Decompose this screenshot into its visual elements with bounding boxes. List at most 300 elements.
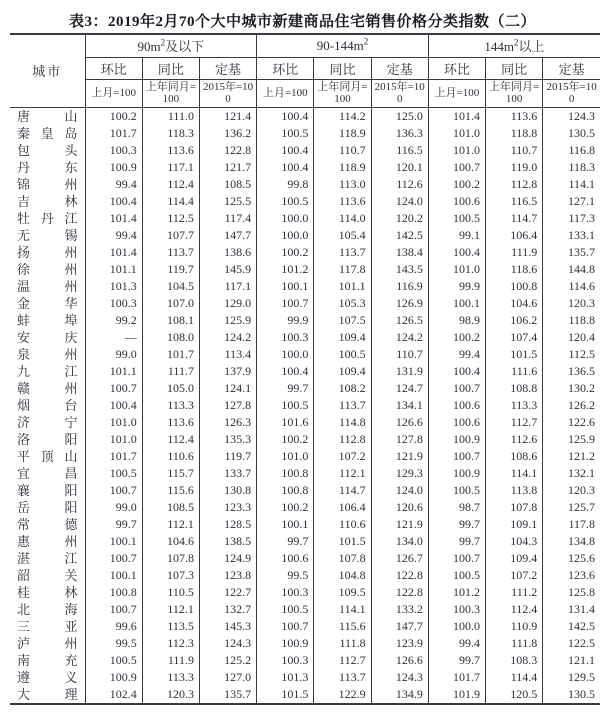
index-value: 117.1 [142, 159, 199, 176]
index-value: 113.6 [142, 414, 199, 431]
index-value: 99.0 [85, 346, 142, 363]
index-value: 125.9 [199, 312, 256, 329]
index-value: 143.5 [371, 261, 428, 278]
index-value: 112.8 [314, 431, 371, 448]
index-value: 101.5 [257, 686, 314, 704]
city-name: 南充 [10, 652, 85, 669]
header-mom: 环比 [85, 57, 142, 79]
index-value: 134.8 [543, 533, 600, 550]
index-value: 147.7 [199, 227, 256, 244]
index-value: 108.6 [486, 448, 543, 465]
index-value: 100.5 [428, 567, 485, 584]
index-value: 101.3 [85, 278, 142, 295]
table-header [10, 34, 600, 107]
index-value: 124.9 [199, 550, 256, 567]
index-value: 145.9 [199, 261, 256, 278]
header-base-2015: 2015年=100 [543, 79, 600, 107]
index-value: 114.1 [314, 601, 371, 618]
index-value: 101.1 [314, 278, 371, 295]
table-row [10, 227, 600, 244]
index-value: 100.3 [428, 601, 485, 618]
index-value: 101.0 [85, 414, 142, 431]
index-value: 114.0 [314, 210, 371, 227]
index-value: 134.0 [371, 533, 428, 550]
table-row [10, 210, 600, 227]
index-value: 114.4 [486, 669, 543, 686]
table-row [10, 125, 600, 142]
index-value: 113.6 [314, 193, 371, 210]
index-value: 137.9 [199, 363, 256, 380]
index-value: 99.7 [85, 516, 142, 533]
index-value: 99.4 [428, 346, 485, 363]
index-value: 100.7 [85, 550, 142, 567]
index-value: 118.9 [314, 159, 371, 176]
index-value: 112.4 [142, 431, 199, 448]
index-value: 98.9 [428, 312, 485, 329]
index-value: 124.7 [371, 380, 428, 397]
index-value: 99.7 [428, 652, 485, 669]
index-value: 100.7 [428, 550, 485, 567]
index-value: 112.7 [486, 414, 543, 431]
index-value: 105.3 [314, 295, 371, 312]
index-value: 100.7 [428, 159, 485, 176]
index-value: 106.2 [486, 312, 543, 329]
index-value: 101.5 [486, 346, 543, 363]
index-value: 100.1 [85, 533, 142, 550]
index-value: 99.7 [428, 516, 485, 533]
index-value: 107.0 [142, 295, 199, 312]
index-value: 100.6 [257, 550, 314, 567]
index-value: 101.0 [257, 448, 314, 465]
index-value: 126.7 [371, 550, 428, 567]
city-name: 北海 [10, 601, 85, 618]
index-value: 135.7 [199, 686, 256, 704]
index-value: 122.8 [371, 584, 428, 601]
city-name: 秦皇岛 [10, 125, 85, 142]
index-value: 104.6 [142, 533, 199, 550]
index-value: 104.8 [314, 567, 371, 584]
index-value: 99.5 [257, 567, 314, 584]
index-value: 136.2 [199, 125, 256, 142]
index-value: 104.3 [486, 533, 543, 550]
index-value: 99.4 [85, 176, 142, 193]
index-value: 122.6 [543, 414, 600, 431]
index-value: 99.0 [85, 499, 142, 516]
index-value: 113.0 [314, 176, 371, 193]
index-value: 120.5 [486, 686, 543, 704]
index-value: 100.7 [257, 618, 314, 635]
index-value: 112.6 [371, 176, 428, 193]
index-value: 107.5 [314, 312, 371, 329]
index-value: 99.7 [428, 533, 485, 550]
city-name: 蚌埠 [10, 312, 85, 329]
index-value: 113.4 [199, 346, 256, 363]
index-value: 126.3 [199, 414, 256, 431]
index-value: 100.7 [257, 295, 314, 312]
index-value: 100.2 [257, 499, 314, 516]
index-value: 136.5 [543, 363, 600, 380]
index-value: 114.2 [314, 107, 371, 125]
header-group-90-144: $90-144m^2$ [257, 34, 429, 57]
index-value: 100.9 [85, 669, 142, 686]
index-value: 100.0 [428, 618, 485, 635]
index-value: 100.5 [257, 601, 314, 618]
index-value: 98.7 [428, 499, 485, 516]
index-value: 101.2 [257, 261, 314, 278]
table-row [10, 244, 600, 261]
index-value: 117.1 [199, 278, 256, 295]
table-row [10, 295, 600, 312]
index-value: 121.9 [371, 448, 428, 465]
index-value: 101.0 [428, 142, 485, 159]
header-base-prev-month: 上月=100 [85, 79, 142, 107]
index-value: 122.8 [371, 567, 428, 584]
city-name: 无锡 [10, 227, 85, 244]
table-row [10, 567, 600, 584]
index-value: 100.2 [85, 107, 142, 125]
header-base-2015: 2015年=100 [199, 79, 256, 107]
index-value: 124.0 [371, 193, 428, 210]
index-value: 125.0 [371, 107, 428, 125]
index-value: 108.5 [199, 176, 256, 193]
header-group-row [10, 34, 600, 57]
index-value: 107.2 [486, 567, 543, 584]
index-value: 101.0 [85, 431, 142, 448]
header-fixed-base: 定基 [543, 57, 600, 79]
index-value: 142.5 [543, 618, 600, 635]
index-value: 113.7 [314, 397, 371, 414]
index-value: 99.4 [85, 227, 142, 244]
index-value: 120.3 [543, 295, 600, 312]
index-value: 107.8 [142, 550, 199, 567]
index-value: 124.1 [199, 380, 256, 397]
index-value: 100.5 [85, 652, 142, 669]
header-group-144-above: $144m^2$以上 [428, 34, 600, 57]
index-value: 138.4 [371, 244, 428, 261]
index-value: 100.4 [428, 244, 485, 261]
index-value: 121.2 [543, 448, 600, 465]
index-value: 133.1 [543, 227, 600, 244]
index-value: 144.8 [543, 261, 600, 278]
city-name: 湛江 [10, 550, 85, 567]
index-value: 101.2 [428, 584, 485, 601]
index-value: 99.6 [85, 618, 142, 635]
index-value: 100.6 [428, 414, 485, 431]
index-value: 116.5 [486, 193, 543, 210]
index-value: 106.4 [314, 499, 371, 516]
city-name: 常德 [10, 516, 85, 533]
index-value: 109.4 [314, 363, 371, 380]
index-value: 114.4 [142, 193, 199, 210]
index-value: 115.6 [142, 482, 199, 499]
index-value: 117.8 [543, 516, 600, 533]
index-value: 111.8 [486, 635, 543, 652]
index-value: 131.4 [543, 601, 600, 618]
index-value: 100.6 [428, 397, 485, 414]
index-value: 145.3 [199, 618, 256, 635]
index-value: 100.3 [85, 295, 142, 312]
index-value: 112.5 [142, 210, 199, 227]
price-index-table [10, 33, 600, 705]
index-value: 110.5 [142, 584, 199, 601]
index-value: 108.0 [142, 329, 199, 346]
index-value: 101.7 [428, 669, 485, 686]
index-value: 123.3 [199, 499, 256, 516]
table-row [10, 652, 600, 669]
index-value: 134.9 [371, 686, 428, 704]
index-value: 131.9 [371, 363, 428, 380]
header-metric-row [10, 57, 600, 79]
index-value: 110.7 [314, 142, 371, 159]
table-row [10, 499, 600, 516]
index-value: 130.5 [543, 686, 600, 704]
index-value: 100.9 [428, 465, 485, 482]
index-value: 128.5 [199, 516, 256, 533]
index-value: 100.0 [257, 210, 314, 227]
index-value: 110.6 [314, 516, 371, 533]
index-value: 126.5 [371, 312, 428, 329]
index-value: 100.5 [428, 482, 485, 499]
index-value: 112.8 [486, 176, 543, 193]
city-name: 包头 [10, 142, 85, 159]
index-value: 135.3 [199, 431, 256, 448]
index-value: 133.2 [371, 601, 428, 618]
city-name: 惠州 [10, 533, 85, 550]
index-value: 122.7 [199, 584, 256, 601]
index-value: 100.4 [257, 142, 314, 159]
header-fixed-base: 定基 [371, 57, 428, 79]
city-name: 锦州 [10, 176, 85, 193]
index-value: 147.7 [371, 618, 428, 635]
index-value: 107.7 [142, 227, 199, 244]
index-value: 113.3 [142, 397, 199, 414]
index-value: 114.8 [314, 414, 371, 431]
index-value: 101.1 [85, 261, 142, 278]
header-yoy: 同比 [142, 57, 199, 79]
index-value: 126.6 [371, 414, 428, 431]
table-body [10, 107, 600, 704]
city-name: 襄阳 [10, 482, 85, 499]
index-value: 100.9 [85, 159, 142, 176]
index-value: 112.7 [314, 652, 371, 669]
city-name: 泉州 [10, 346, 85, 363]
index-value: 122.8 [199, 142, 256, 159]
table-row [10, 669, 600, 686]
table-row [10, 159, 600, 176]
city-name: 吉林 [10, 193, 85, 210]
index-value: 124.0 [371, 482, 428, 499]
index-value: 105.0 [142, 380, 199, 397]
index-value: 116.9 [371, 278, 428, 295]
table-row [10, 414, 600, 431]
table-row [10, 363, 600, 380]
index-value: 117.4 [199, 210, 256, 227]
index-value: 107.4 [486, 329, 543, 346]
city-name: 唐山 [10, 107, 85, 125]
index-value: 110.9 [486, 618, 543, 635]
index-value: 123.8 [199, 567, 256, 584]
index-value: 120.3 [543, 482, 600, 499]
superscript: 2 [513, 37, 519, 48]
index-value: 99.9 [257, 312, 314, 329]
index-value: 112.3 [142, 635, 199, 652]
header-fixed-base: 定基 [199, 57, 256, 79]
index-value: 134.1 [371, 397, 428, 414]
index-value: 100.7 [85, 380, 142, 397]
index-value: 120.3 [142, 686, 199, 704]
index-value: 100.8 [257, 482, 314, 499]
index-value: 112.5 [543, 346, 600, 363]
index-value: 100.4 [257, 363, 314, 380]
index-value: 117.3 [543, 210, 600, 227]
index-value: 100.8 [257, 465, 314, 482]
index-value: 101.0 [428, 125, 485, 142]
index-value: 100.3 [257, 329, 314, 346]
table-row [10, 550, 600, 567]
index-value: 119.0 [486, 159, 543, 176]
table-row [10, 533, 600, 550]
index-value: 107.8 [314, 550, 371, 567]
index-value: 126.6 [371, 652, 428, 669]
index-value: 100.8 [85, 584, 142, 601]
city-name: 安庆 [10, 329, 85, 346]
index-value: 112.4 [142, 176, 199, 193]
index-value: 129.3 [371, 465, 428, 482]
index-value: 111.0 [142, 107, 199, 125]
superscript: 2 [160, 37, 166, 48]
header-base-prev-year: 上年同月=100 [486, 79, 543, 107]
index-value: 100.5 [314, 346, 371, 363]
index-value: 106.4 [486, 227, 543, 244]
header-city: 城市 [10, 34, 85, 107]
index-value: 123.9 [371, 635, 428, 652]
index-value: 114.6 [543, 278, 600, 295]
index-value: 101.7 [85, 125, 142, 142]
index-value: 142.5 [371, 227, 428, 244]
index-value: 125.2 [199, 652, 256, 669]
index-value: 111.8 [314, 635, 371, 652]
index-value: 99.7 [257, 533, 314, 550]
city-name: 牡丹江 [10, 210, 85, 227]
index-value: 123.6 [543, 567, 600, 584]
city-name: 丹东 [10, 159, 85, 176]
index-value: 112.1 [314, 465, 371, 482]
index-value: 100.4 [85, 397, 142, 414]
index-value: 124.2 [371, 329, 428, 346]
index-value: 121.4 [199, 107, 256, 125]
index-value: 100.7 [85, 601, 142, 618]
index-value: 121.1 [543, 652, 600, 669]
index-value: 108.5 [142, 499, 199, 516]
index-value: 112.1 [142, 516, 199, 533]
index-value: 102.4 [85, 686, 142, 704]
index-value: 118.6 [486, 261, 543, 278]
index-value: 100.1 [257, 516, 314, 533]
table-row [10, 601, 600, 618]
city-name: 大理 [10, 686, 85, 704]
index-value: 108.3 [486, 652, 543, 669]
index-value: 101.6 [257, 414, 314, 431]
table-title: 表3：2019年2月70个大中城市新建商品住宅销售价格分类指数（二） [68, 14, 536, 30]
table-row [10, 380, 600, 397]
index-value: 100.1 [428, 295, 485, 312]
index-value: 127.1 [543, 193, 600, 210]
index-value: 101.1 [85, 363, 142, 380]
index-value: 111.9 [142, 652, 199, 669]
header-base-prev-month: 上月=100 [257, 79, 314, 107]
index-value: 113.5 [142, 618, 199, 635]
table-row [10, 431, 600, 448]
city-name: 桂林 [10, 584, 85, 601]
index-value: 127.0 [199, 669, 256, 686]
index-value: 129.0 [199, 295, 256, 312]
index-value: 107.2 [314, 448, 371, 465]
index-value: 100.2 [428, 329, 485, 346]
index-value: 101.9 [428, 686, 485, 704]
index-value: 105.4 [314, 227, 371, 244]
city-name: 扬州 [10, 244, 85, 261]
index-value: 117.8 [314, 261, 371, 278]
index-value: 126.2 [543, 397, 600, 414]
index-value: 120.1 [371, 159, 428, 176]
superscript: 2 [363, 36, 369, 47]
index-value: 100.2 [257, 431, 314, 448]
index-value: 118.8 [486, 125, 543, 142]
city-name: 韶关 [10, 567, 85, 584]
index-value: 113.6 [486, 107, 543, 125]
index-value: 100.3 [257, 584, 314, 601]
index-value: 119.7 [142, 261, 199, 278]
index-value: 113.7 [314, 244, 371, 261]
header-base-row [10, 79, 600, 107]
index-value: 114.7 [486, 210, 543, 227]
index-value: 132.7 [199, 601, 256, 618]
city-name: 岳阳 [10, 499, 85, 516]
table-row [10, 329, 600, 346]
header-mom: 环比 [257, 57, 314, 79]
index-value: 100.1 [85, 567, 142, 584]
table-row [10, 346, 600, 363]
index-value: 100.6 [428, 193, 485, 210]
index-value: 120.2 [371, 210, 428, 227]
index-value: 100.1 [257, 278, 314, 295]
index-value: 100.4 [428, 363, 485, 380]
index-value: 99.9 [428, 278, 485, 295]
index-value: 107.3 [142, 567, 199, 584]
index-value: 113.7 [314, 669, 371, 686]
index-value: 111.9 [486, 244, 543, 261]
table-row [10, 618, 600, 635]
index-value: 130.8 [199, 482, 256, 499]
index-value: 100.5 [257, 125, 314, 142]
index-value: 100.5 [257, 193, 314, 210]
index-value: 113.3 [142, 669, 199, 686]
index-value: 100.7 [428, 448, 485, 465]
index-value: 116.5 [371, 142, 428, 159]
index-value: 110.7 [371, 346, 428, 363]
index-value: 120.4 [543, 329, 600, 346]
index-value: 138.5 [199, 533, 256, 550]
index-value: 100.3 [257, 652, 314, 669]
index-value: 101.7 [142, 346, 199, 363]
index-value: 100.5 [85, 465, 142, 482]
index-value: 107.8 [486, 499, 543, 516]
index-value: 118.3 [142, 125, 199, 142]
city-name: 泸州 [10, 635, 85, 652]
header-group-90-below: $90m^2$及以下 [85, 34, 257, 57]
table-row [10, 397, 600, 414]
city-name: 遵义 [10, 669, 85, 686]
